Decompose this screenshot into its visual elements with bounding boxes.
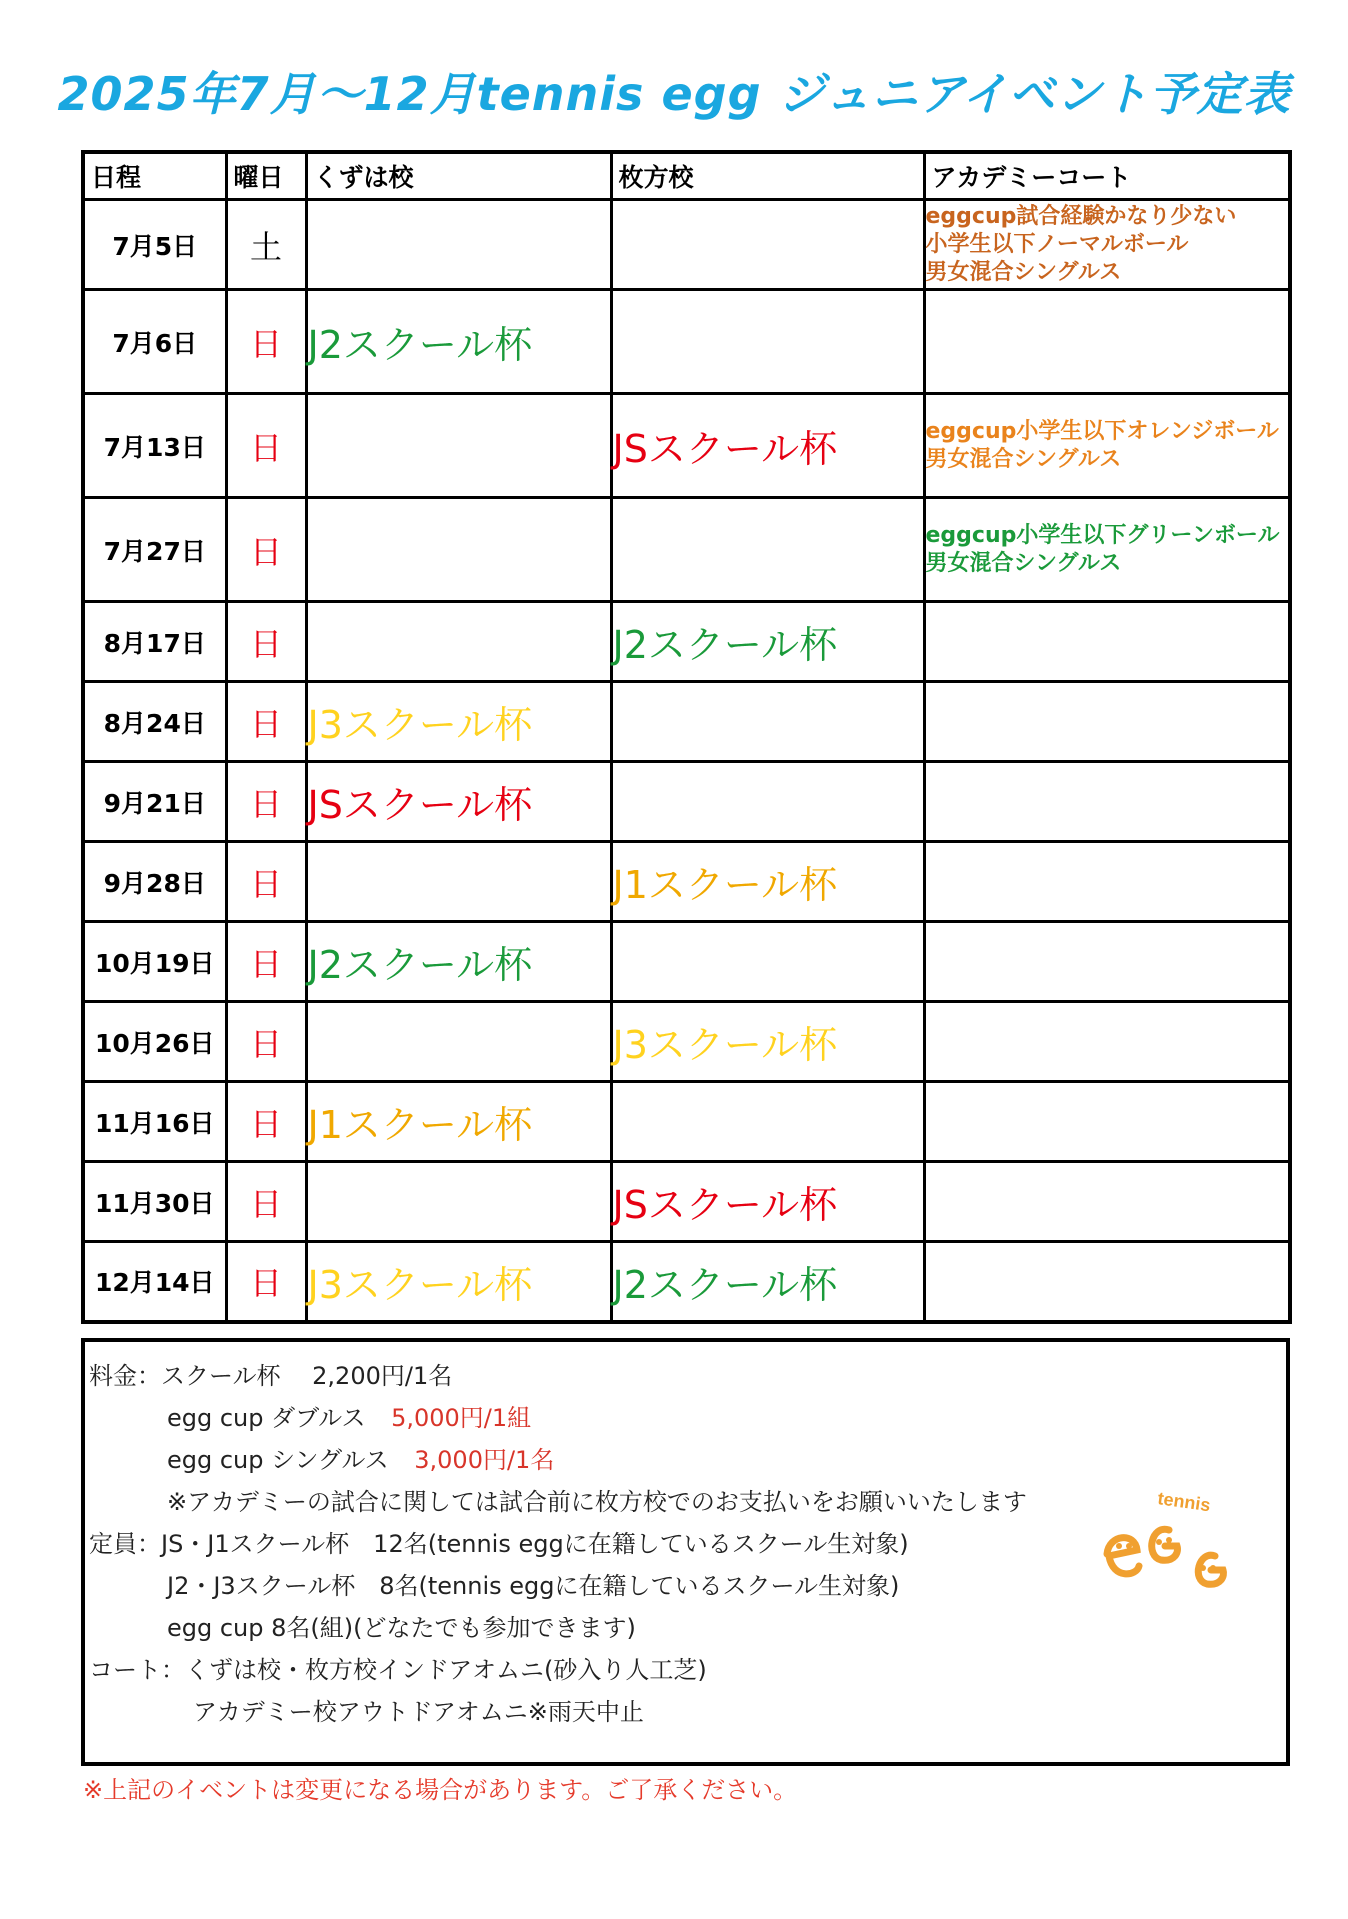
academy-event-cell [924,1242,1290,1322]
academy-event-cell [924,602,1290,682]
fee-school-cup: 料金：スクール杯 2,200円/1名 [89,1362,453,1390]
date-cell: 9月28日 [83,842,226,922]
weekday-cell: 日 [226,762,306,842]
date-cell: 7月13日 [83,394,226,498]
academy-event-cell [924,1082,1290,1162]
header-hirakata: 枚方校 [611,152,924,200]
header-date: 日程 [83,152,226,200]
date-cell: 7月27日 [83,498,226,602]
table-row [83,1002,1290,1082]
change-notice: ※上記のイベントは変更になる場合があります。ご了承ください。 [83,1776,798,1804]
weekday-cell: 日 [226,842,306,922]
header-weekday: 曜日 [226,152,306,200]
hirakata-event-cell [611,200,924,290]
kuzuha-event-cell [306,842,611,922]
kuzuha-event-cell: J3スクール杯 [306,682,611,762]
weekday-cell: 日 [226,498,306,602]
date-cell: 11月30日 [83,1162,226,1242]
hirakata-event-cell [611,1082,924,1162]
academy-event-cell [924,290,1290,394]
date-cell: 9月21日 [83,762,226,842]
weekday-cell: 日 [226,1002,306,1082]
hirakata-event-cell: J3スクール杯 [611,1002,924,1082]
academy-event-cell [924,1162,1290,1242]
academy-event-cell [924,842,1290,922]
capacity-egg-cup: egg cup 8名(組)(どなたでも参加できます) [167,1614,636,1642]
logo-tennis-text: tennis [1156,1488,1212,1516]
table-row [83,602,1290,682]
kuzuha-event-cell [306,1002,611,1082]
hirakata-event-cell [611,682,924,762]
date-cell: 8月17日 [83,602,226,682]
kuzuha-event-cell [306,200,611,290]
fee-doubles [167,1398,531,1433]
weekday-cell: 日 [226,922,306,1002]
academy-event-cell [924,682,1290,762]
court-indoor: コート：くずは校・枚方校インドアオムニ(砂入り人工芝) [89,1656,707,1684]
kuzuha-event-cell: J3スクール杯 [306,1242,611,1322]
hirakata-event-cell: JSスクール杯 [611,1162,924,1242]
page-title: 2025年7月～12月tennis egg ジュニアイベント予定表 [57,67,1291,121]
kuzuha-event-cell: J2スクール杯 [306,290,611,394]
table-row [83,498,1290,602]
egg-logo-icon [1095,1480,1235,1600]
weekday-cell: 日 [226,394,306,498]
hirakata-event-cell [611,290,924,394]
court-outdoor: アカデミー校アウトドアオムニ※雨天中止 [193,1698,644,1726]
academy-event-cell [924,762,1290,842]
kuzuha-event-cell [306,498,611,602]
table-row [83,762,1290,842]
table-row [83,1082,1290,1162]
table-row [83,200,1290,290]
academy-event-cell: eggcup小学生以下オレンジボール 男女混合シングルス [924,394,1290,498]
weekday-cell: 日 [226,682,306,762]
hirakata-event-cell: J2スクール杯 [611,1242,924,1322]
kuzuha-event-cell: JSスクール杯 [306,762,611,842]
academy-event-cell [924,1002,1290,1082]
table-row [83,290,1290,394]
hirakata-event-cell: J1スクール杯 [611,842,924,922]
date-cell: 7月6日 [83,290,226,394]
hirakata-event-cell [611,498,924,602]
capacity-j2-j3: J2・J3スクール杯 8名(tennis eggに在籍しているスクール生対象) [167,1572,900,1600]
date-cell: 8月24日 [83,682,226,762]
hirakata-event-cell [611,922,924,1002]
hirakata-event-cell [611,762,924,842]
date-cell: 7月5日 [83,200,226,290]
kuzuha-event-cell [306,394,611,498]
weekday-cell: 日 [226,602,306,682]
fee-doubles-label: egg cup ダブルス [167,1404,366,1432]
header-kuzuha: くずは校 [306,152,611,200]
hirakata-event-cell: JSスクール杯 [611,394,924,498]
table-header-row [83,152,1290,200]
date-cell: 10月26日 [83,1002,226,1082]
weekday-cell: 日 [226,290,306,394]
kuzuha-event-cell: J1スクール杯 [306,1082,611,1162]
kuzuha-event-cell: J2スクール杯 [306,922,611,1002]
fee-note: ※アカデミーの試合に関しては試合前に枚方校でのお支払いをお願いいたします [167,1488,1027,1516]
header-academy: アカデミーコート [924,152,1290,200]
fee-doubles-price: 5,000円/1組 [391,1404,532,1432]
weekday-cell: 土 [226,200,306,290]
fee-singles-price: 3,000円/1名 [414,1446,555,1474]
academy-event-cell: eggcup小学生以下グリーンボール 男女混合シングルス [924,498,1290,602]
hirakata-event-cell: J2スクール杯 [611,602,924,682]
table-row [83,1242,1290,1322]
date-cell: 10月19日 [83,922,226,1002]
event-schedule-table [81,150,1292,1324]
capacity-js-j1: 定員：JS・J1スクール杯 12名(tennis eggに在籍しているスクール生対象) [89,1530,909,1558]
table-row [83,922,1290,1002]
academy-event-cell: eggcup試合経験かなり少ない 小学生以下ノーマルボール 男女混合シングルス [924,200,1290,290]
date-cell: 12月14日 [83,1242,226,1322]
weekday-cell: 日 [226,1082,306,1162]
table-row [83,1162,1290,1242]
academy-event-cell [924,922,1290,1002]
table-row [83,842,1290,922]
fee-singles-label: egg cup シングルス [167,1446,389,1474]
weekday-cell: 日 [226,1242,306,1322]
table-row [83,394,1290,498]
weekday-cell: 日 [226,1162,306,1242]
kuzuha-event-cell [306,1162,611,1242]
kuzuha-event-cell [306,602,611,682]
fee-singles [167,1440,554,1475]
date-cell: 11月16日 [83,1082,226,1162]
table-row [83,682,1290,762]
